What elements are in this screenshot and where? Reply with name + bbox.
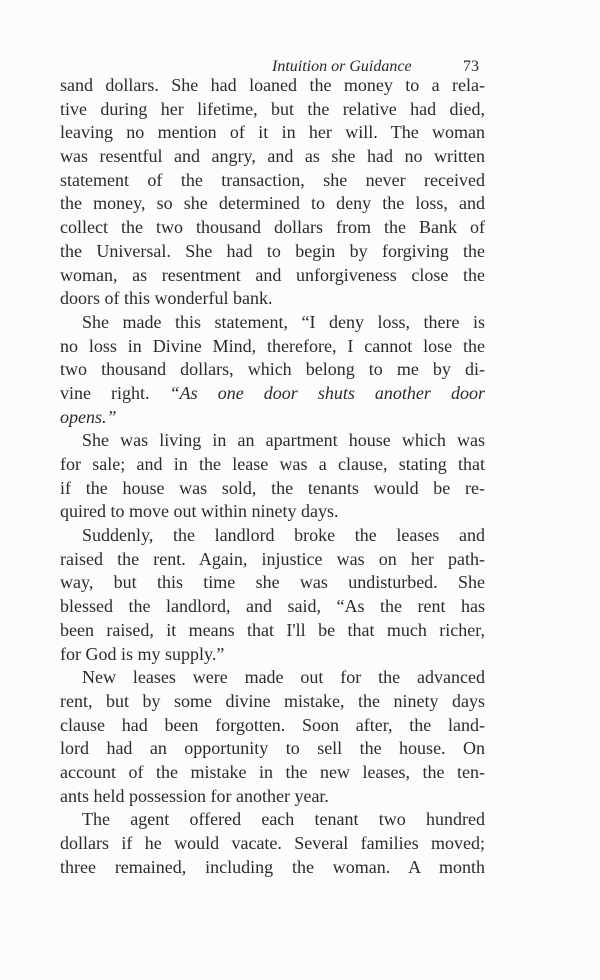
line-text: account of the mistake in the new leases, the ten- [60, 761, 485, 782]
text-line [60, 548, 485, 572]
page-number: 73 [463, 58, 479, 75]
text-line [60, 287, 485, 311]
text-line [60, 666, 485, 690]
text-line [60, 690, 485, 714]
italic-quote: “As one door shuts another door [169, 382, 486, 403]
text-line [60, 169, 485, 193]
line-text: dollars if he would vacate. Several families moved; [60, 833, 485, 853]
line-text: collect the two thousand dollars from the Bank of [60, 217, 485, 238]
text-line [60, 714, 485, 738]
line-text: was resentful and angry, and as she had no written [60, 146, 485, 167]
running-title: Intuition or Guidance [272, 58, 412, 75]
line-text: vine right. [60, 382, 150, 403]
text-line [60, 382, 485, 406]
line-text: doors of this wonderful bank. [60, 288, 273, 309]
text-line [60, 264, 485, 288]
line-text: lord had an opportunity to sell the house. On [60, 738, 485, 759]
text-line [60, 500, 485, 524]
text-line [60, 524, 485, 548]
line-text: blessed the landlord, and said, “As the rent has [60, 596, 485, 617]
text-line [60, 335, 485, 359]
text-line [60, 832, 485, 856]
line-text: She made this statement, “I deny loss, there is [82, 311, 485, 332]
line-text: been raised, it means that I'll be that much richer, [60, 619, 485, 640]
line-text: for God is my supply.” [60, 643, 225, 664]
line-text: Suddenly, the landlord broke the leases and [82, 525, 485, 546]
text-line [60, 808, 485, 832]
line-text: The agent offered each tenant two hundred [82, 809, 485, 830]
text-line [60, 856, 485, 880]
text-line [60, 453, 485, 477]
line-text: no loss in Divine Mind, therefore, I cannot lose the [60, 335, 485, 356]
line-text: the money, so she determined to deny the loss, and [60, 193, 485, 214]
text-line [60, 643, 485, 667]
line-text: quired to move out within ninety days. [60, 501, 339, 522]
line-text: sand dollars. She had loaned the money to a rela- [60, 75, 485, 95]
text-line [60, 74, 485, 98]
line-text: the Universal. She had to begin by forgiving the [60, 240, 485, 261]
line-text: leaving no mention of it in her will. The woman [60, 122, 485, 143]
line-text: for sale; and in the lease was a clause, stating that [60, 454, 485, 474]
text-line [60, 785, 485, 809]
line-text: two thousand dollars, which belong to me by di- [60, 359, 485, 380]
text-line [60, 595, 485, 619]
line-text: ants held possession for another year. [60, 785, 329, 806]
text-line [60, 121, 485, 145]
line-text: three remained, including the woman. A month [60, 856, 485, 877]
line-text: way, but this time she was undisturbed. She [60, 572, 485, 593]
line-text: tive during her lifetime, but the relative had died, [60, 98, 485, 119]
line-text: rent, but by some divine mistake, the ninety days [60, 690, 485, 711]
line-text: raised the rent. Again, injustice was on her path- [60, 548, 485, 569]
text-line [60, 571, 485, 595]
text-line [60, 358, 485, 382]
line-text: She was living in an apartment house which was [82, 430, 485, 451]
text-line [60, 406, 485, 430]
line-text: New leases were made out for the advanced [82, 667, 485, 688]
text-line [60, 477, 485, 501]
text-line [60, 737, 485, 761]
italic-quote: opens.” [60, 406, 117, 427]
text-line [60, 761, 485, 785]
line-text: clause had been forgotten. Soon after, the land- [60, 714, 485, 735]
line-text: statement of the transaction, she never received [60, 169, 485, 190]
line-text: woman, as resentment and unforgiveness close the [60, 264, 485, 285]
text-line [60, 311, 485, 335]
text-line [60, 240, 485, 264]
text-line [60, 619, 485, 643]
text-line [60, 429, 485, 453]
text-line [60, 216, 485, 240]
line-text: if the house was sold, the tenants would be re- [60, 477, 485, 498]
body-text [60, 74, 485, 879]
text-line [60, 192, 485, 216]
text-line [60, 145, 485, 169]
text-line [60, 98, 485, 122]
